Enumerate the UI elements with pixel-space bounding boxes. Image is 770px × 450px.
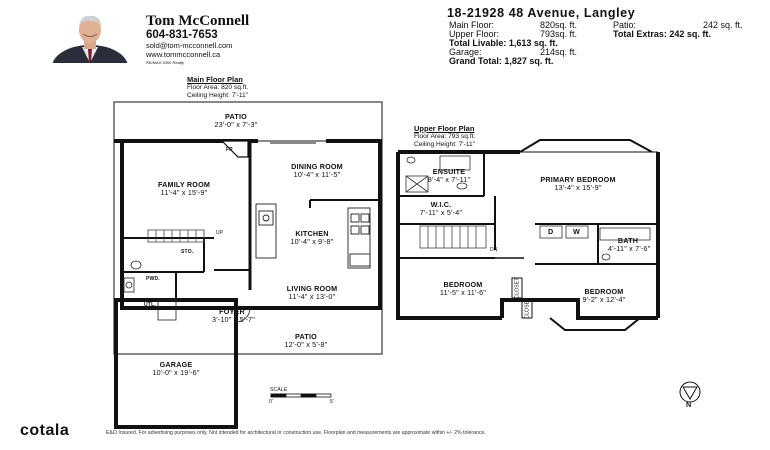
upper-floor-title-block	[414, 124, 475, 149]
stair-down-label: DN	[490, 247, 498, 253]
room-patio-bottom: PATIO 12'-0" x 5'-8"	[284, 332, 328, 349]
footer-disclaimer: E&O Insured. For advertising purposes only. Not intended for architectural or construction use. Floorplan and measurements are approximate within +/- 2% tolerance.	[106, 430, 486, 436]
room-bedroom-1: BEDROOM 11'-5" x 11'-6"	[439, 280, 487, 297]
main-floor-area: Floor Area: 820 sq.ft.	[187, 84, 249, 91]
grand-total: Grand Total: 1,827 sq. ft.	[449, 56, 554, 66]
main-floor-title-block	[187, 75, 248, 100]
room-living: LIVING ROOM 11'-4" x 13'-0"	[286, 284, 338, 301]
upper-floor-title: Upper Floor Plan	[414, 124, 475, 133]
patio-value: 242 sq. ft.	[703, 20, 743, 30]
main-floor-value: 820sq. ft.	[540, 20, 578, 30]
brokerage: RE/MAX 2000 Realty	[146, 60, 184, 65]
agent-name: Tom McConnell	[146, 13, 250, 29]
room-kitchen: KITCHEN 10'-4" x 9'-8"	[290, 229, 334, 246]
total-livable: Total Livable: 1,613 sq. ft.	[449, 38, 558, 48]
room-powder: PWD.	[146, 276, 160, 282]
upper-floor-value: 793sq. ft.	[540, 29, 578, 39]
room-family: FAMILY ROOM 11'-4" x 15'-9"	[157, 180, 211, 197]
room-bath: BATH 4'-11" x 7'-6"	[608, 236, 651, 253]
compass-north-label: N	[686, 400, 692, 409]
main-floor-title: Main Floor Plan	[187, 75, 243, 84]
upper-floor-label: Upper Floor:	[449, 29, 500, 39]
room-bedroom-2: BEDROOM 9'-2" x 12'-4"	[582, 287, 626, 304]
upper-floor-ceiling: Ceiling Height: 7'-11"	[414, 141, 476, 148]
property-address: 18-21928 48 Avenue, Langley	[447, 6, 636, 20]
dryer-label: D	[548, 227, 554, 236]
closet-2-label: CLOSET	[524, 297, 531, 319]
room-ensuite: ENSUITE 8'-4" x 7'-11"	[427, 167, 471, 184]
cotala-logo: cotala	[20, 422, 70, 439]
garage-value: 214sq. ft.	[540, 47, 578, 57]
scale-start: 0'	[269, 399, 274, 405]
patio-label: Patio:	[613, 20, 637, 30]
scale-end: 5'	[330, 399, 335, 405]
room-wic: W.I.C. 7'-11" x 5'-4"	[419, 200, 463, 217]
room-foyer: FOYER 3'-10" x 5'-7"	[212, 307, 256, 324]
closet-1-label: CLOSET	[514, 277, 521, 299]
agent-website[interactable]: www.tommcconnell.ca	[146, 50, 221, 59]
garage-label: Garage:	[449, 47, 482, 57]
main-stair	[148, 230, 204, 242]
agent-email[interactable]: sold@tom-mcconnell.com	[146, 41, 233, 50]
total-extras: Total Extras: 242 sq. ft.	[613, 29, 711, 39]
agent-phone[interactable]: 604-831-7653	[146, 29, 218, 41]
washer-label: W	[573, 227, 580, 236]
stair-up-label: UP	[216, 230, 224, 236]
scale-bar	[271, 394, 331, 397]
room-dining: DINING ROOM 10'-4" x 11'-5"	[291, 162, 343, 179]
main-floor-ceiling: Ceiling Height: 7'-11"	[187, 92, 249, 99]
room-patio-top: PATIO 23'-0" x 7'-3"	[214, 112, 258, 129]
fireplace-label: FP	[226, 147, 233, 153]
scale-label: SCALE	[270, 387, 288, 393]
room-utility: UTL.	[144, 302, 156, 308]
room-garage: GARAGE 10'-0" x 19'-6"	[152, 360, 200, 377]
compass-icon	[680, 382, 700, 402]
room-primary-bedroom: PRIMARY BEDROOM 13'-4" x 15'-9"	[540, 175, 616, 192]
room-storage: STO.	[181, 249, 194, 255]
main-floor-label: Main Floor:	[449, 20, 495, 30]
upper-floor-area: Floor Area: 793 sq.ft.	[414, 133, 476, 140]
